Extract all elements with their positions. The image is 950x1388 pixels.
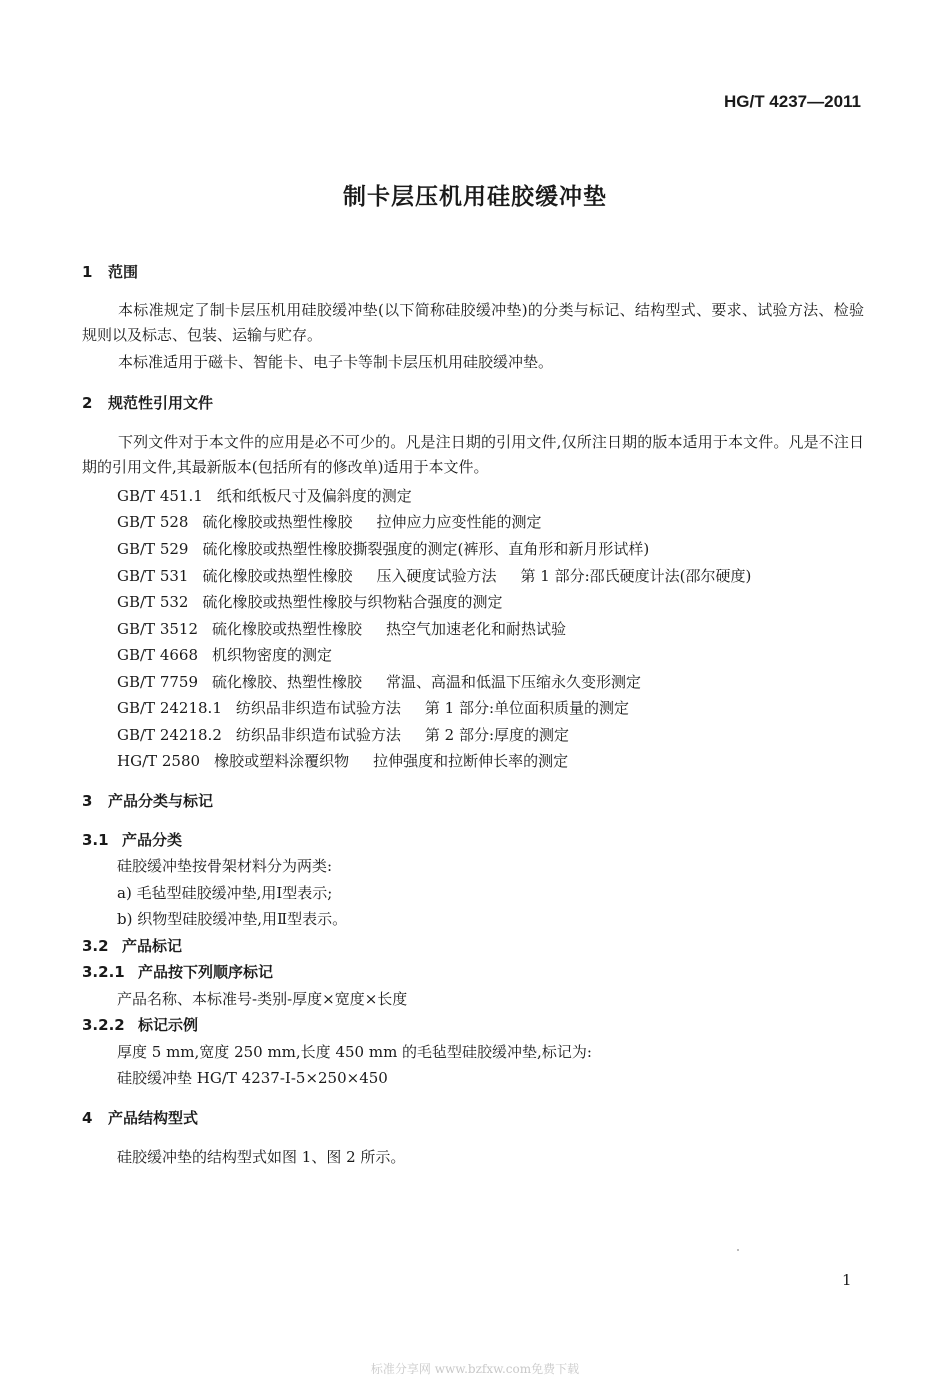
ref-code: HG/T 2580: [117, 752, 201, 770]
section-number: 3.2.2: [82, 1016, 125, 1034]
section-2-heading: [82, 392, 213, 413]
ref-title: 硫化橡胶、热塑性橡胶: [212, 673, 363, 691]
ref-title-part: 热空气加速老化和耐热试验: [386, 620, 567, 638]
ref-title-part: 第 2 部分:厚度的测定: [424, 726, 570, 744]
ref-code: GB/T 532: [117, 593, 189, 611]
ref-code: GB/T 528: [117, 513, 189, 531]
ref-title: 橡胶或塑料涂覆织物: [214, 752, 350, 770]
section-number: 4: [82, 1109, 93, 1127]
section-number: 3.2: [82, 937, 109, 955]
section-number: 3.2.1: [82, 963, 125, 981]
watermark: 标准分享网 www.bzfxw.com免费下载: [370, 1362, 580, 1376]
section-title: 产品分类与标记: [108, 792, 214, 810]
marking-example-description: 厚度 5 mm,宽度 250 mm,长度 450 mm 的毛毡型硅胶缓冲垫,标记为:: [117, 1043, 592, 1061]
ref-title-part: 拉伸应力应变性能的测定: [376, 513, 542, 531]
section-2-paragraph-1: 下列文件对于本文件的应用是必不可少的。凡是注日期的引用文件,仅所注日期的版本适用于本文件。凡是不注日期的引用文件,其最新版本(包括所有的修改单)适用于本文件。: [82, 433, 864, 476]
reference-item: [117, 538, 649, 559]
ref-title-part: 常温、高温和低温下压缩永久变形测定: [386, 673, 642, 691]
classification-item-b: b) 织物型硅胶缓冲垫,用Ⅱ型表示。: [117, 910, 348, 928]
page-title: 制卡层压机用硅胶缓冲垫: [343, 184, 607, 210]
reference-item: [117, 618, 566, 639]
section-title: 范围: [108, 263, 139, 281]
document-number: HG/T 4237—2011: [723, 92, 861, 111]
section-4-text: 硅胶缓冲垫的结构型式如图 1、图 2 所示。: [117, 1148, 406, 1166]
section-title: 产品标记: [122, 937, 183, 955]
classification-intro: 硅胶缓冲垫按骨架材料分为两类:: [117, 857, 333, 875]
ref-title: 硫化橡胶或热塑性橡胶: [202, 567, 353, 585]
section-number: 3: [82, 792, 93, 810]
section-4-heading: [82, 1107, 198, 1128]
section-title: 标记示例: [138, 1016, 199, 1034]
marking-example: 硅胶缓冲垫 HG/T 4237-Ⅰ-5×250×450: [117, 1069, 388, 1087]
ref-code: GB/T 24218.1: [117, 699, 222, 717]
ref-title-part: 第 1 部分:邵氏硬度计法(邵尔硬度): [520, 567, 752, 585]
reference-item: [117, 671, 641, 692]
ref-title: 硫化橡胶或热塑性橡胶与织物粘合强度的测定: [202, 593, 503, 611]
marking-order: 产品名称、本标准号-类别-厚度×宽度×长度: [117, 990, 408, 1008]
section-3-1-heading: [82, 829, 182, 850]
reference-item: [117, 724, 569, 745]
section-title: 规范性引用文件: [108, 394, 214, 412]
section-1-paragraph-1: 本标准规定了制卡层压机用硅胶缓冲垫(以下简称硅胶缓冲垫)的分类与标记、结构型式、要求、试验方法、检验规则以及标志、包装、运输与贮存。: [82, 301, 864, 344]
ref-title: 机织物密度的测定: [212, 646, 333, 664]
ref-code: GB/T 451.1: [117, 487, 203, 505]
ref-title: 硫化橡胶或热塑性橡胶撕裂强度的测定(裤形、直角形和新月形试样): [202, 540, 650, 558]
section-3-heading: [82, 790, 213, 811]
section-1-paragraph-2: 本标准适用于磁卡、智能卡、电子卡等制卡层压机用硅胶缓冲垫。: [118, 353, 554, 371]
ref-title: 硫化橡胶或热塑性橡胶: [202, 513, 353, 531]
ref-code: GB/T 3512: [117, 620, 199, 638]
ref-title: 硫化橡胶或热塑性橡胶: [212, 620, 363, 638]
reference-item: [117, 644, 332, 665]
ref-title-part: 压入硬度试验方法: [376, 567, 497, 585]
scan-speck: [737, 1249, 739, 1251]
ref-title-part: 第 1 部分:单位面积质量的测定: [424, 699, 630, 717]
ref-code: GB/T 7759: [117, 673, 199, 691]
ref-title-part: 拉伸强度和拉断伸长率的测定: [373, 752, 569, 770]
reference-item: [117, 485, 412, 506]
page-number: 1: [842, 1271, 852, 1289]
section-title: 产品结构型式: [108, 1109, 199, 1127]
ref-code: GB/T 531: [117, 567, 189, 585]
ref-title: 纸和纸板尺寸及偏斜度的测定: [216, 487, 412, 505]
classification-item-a: a) 毛毡型硅胶缓冲垫,用Ⅰ型表示;: [117, 884, 333, 902]
section-title: 产品按下列顺序标记: [138, 963, 274, 981]
reference-item: [117, 591, 502, 612]
section-3-2-1-heading: [82, 961, 273, 982]
ref-title: 纺织品非织造布试验方法: [235, 699, 401, 717]
section-number: 3.1: [82, 831, 109, 849]
ref-code: GB/T 529: [117, 540, 189, 558]
section-number: 1: [82, 263, 93, 281]
section-1-heading: [82, 261, 138, 282]
ref-title: 纺织品非织造布试验方法: [235, 726, 401, 744]
reference-item: [117, 565, 751, 586]
reference-item: [117, 511, 542, 532]
section-title: 产品分类: [122, 831, 183, 849]
reference-item: [117, 750, 568, 771]
section-3-2-2-heading: [82, 1014, 198, 1035]
ref-code: GB/T 4668: [117, 646, 199, 664]
reference-item: [117, 697, 629, 718]
section-number: 2: [82, 394, 93, 412]
ref-code: GB/T 24218.2: [117, 726, 222, 744]
section-3-2-heading: [82, 935, 182, 956]
